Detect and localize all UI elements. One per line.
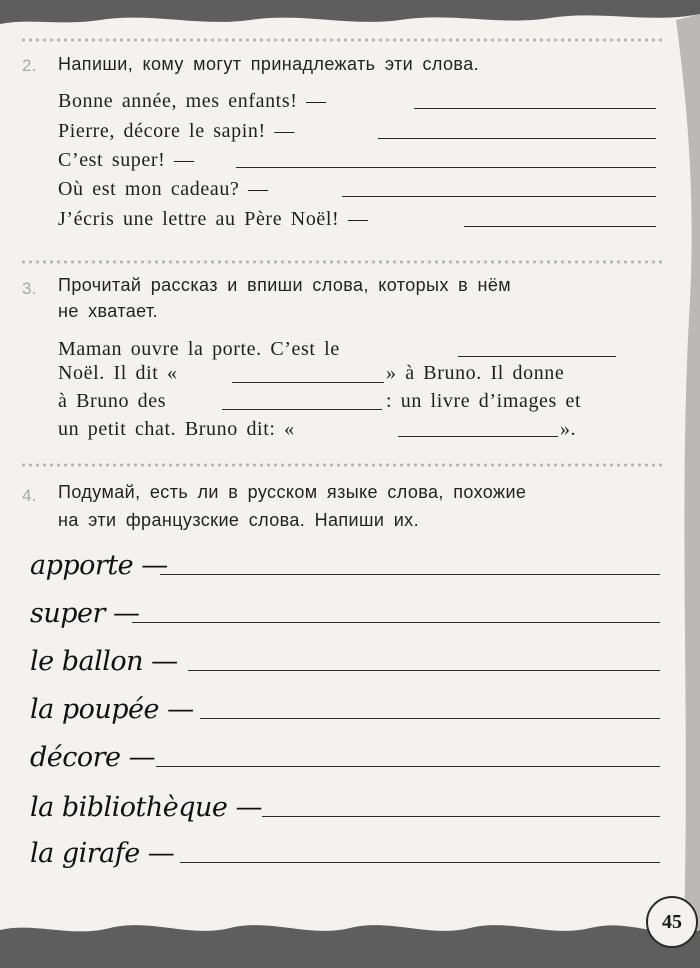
answer-line[interactable]	[464, 226, 656, 227]
answer-line[interactable]	[378, 138, 656, 139]
word-apporte: apporte —	[30, 550, 168, 581]
separator-dots	[20, 462, 662, 468]
exercise-3-instruction-2: не хватает.	[58, 301, 159, 321]
exercise-4-instruction-2: на эти французские слова. Напиши их.	[58, 510, 419, 530]
word-le-ballon: le ballon —	[30, 646, 178, 677]
exercise-4-number: 4.	[22, 486, 37, 505]
exercise-3-number: 3.	[22, 279, 37, 298]
answer-line[interactable]	[262, 816, 660, 817]
answer-line[interactable]	[414, 108, 656, 109]
answer-line[interactable]	[188, 670, 660, 671]
fill-in-blank[interactable]	[232, 382, 384, 383]
exercise-4-instruction-1: Подумай, есть ли в русском языке слова, похожие	[58, 482, 527, 502]
ex2-line-4: Où est mon cadeau? —	[58, 178, 269, 200]
ex2-line-2: Pierre, décore le sapin! —	[58, 120, 295, 142]
answer-line[interactable]	[156, 766, 660, 767]
ex3-text-line-1: Maman ouvre la porte. C’est le	[58, 338, 340, 360]
word-la-girafe: la girafe —	[30, 838, 175, 869]
answer-line[interactable]	[160, 574, 660, 575]
fill-in-blank[interactable]	[458, 356, 616, 357]
word-decore: décore —	[30, 742, 156, 773]
bottom-torn-edge	[0, 925, 700, 968]
separator-dots	[20, 37, 662, 43]
answer-line[interactable]	[132, 622, 660, 623]
answer-line[interactable]	[236, 167, 656, 168]
answer-line[interactable]	[180, 862, 660, 863]
answer-line[interactable]	[342, 196, 656, 197]
ex3-text-line-3a: à Bruno des	[58, 390, 167, 412]
word-super: super —	[30, 598, 140, 629]
ex2-line-5: J’écris une lettre au Père Noël! —	[58, 208, 369, 230]
word-la-poupee: la poupée —	[30, 694, 194, 725]
ex3-text-line-4a: un petit chat. Bruno dit: «	[58, 418, 295, 440]
exercise-2-number: 2.	[22, 56, 37, 75]
answer-line[interactable]	[200, 718, 660, 719]
exercise-2-instruction: Напиши, кому могут принадлежать эти слова.	[58, 54, 480, 74]
ex3-text-line-2b: » à Bruno. Il donne	[386, 362, 565, 384]
ex2-line-1: Bonne année, mes enfants! —	[58, 90, 327, 112]
exercise-3-instruction-1: Прочитай рассказ и впиши слова, которых в нём	[58, 275, 512, 295]
separator-dots	[20, 259, 662, 265]
top-torn-edge	[0, 0, 700, 24]
ex3-text-line-2a: Noël. Il dit «	[58, 362, 178, 384]
ex3-text-line-4b: ».	[560, 418, 577, 440]
right-edge-shadow	[676, 14, 700, 930]
fill-in-blank[interactable]	[398, 436, 558, 437]
ex3-text-line-3b: : un livre d’images et	[386, 390, 582, 412]
word-la-bibliotheque: la bibliothèque —	[30, 792, 262, 823]
fill-in-blank[interactable]	[222, 409, 382, 410]
page-number: 45	[646, 896, 698, 948]
ex2-line-3: C’est super! —	[58, 149, 195, 171]
